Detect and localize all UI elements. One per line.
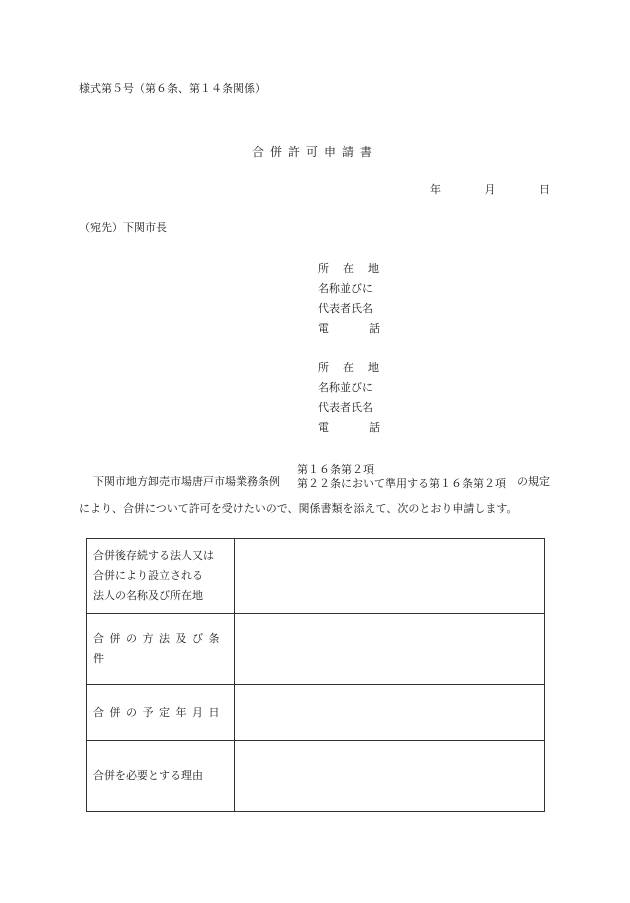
row-value-date[interactable] xyxy=(235,685,545,741)
row-label-reason: 合併を必要とする理由 xyxy=(87,741,235,812)
date-line xyxy=(408,181,550,197)
row-value-successor[interactable] xyxy=(235,539,545,614)
row-label-date: 合併の予定年月日 xyxy=(87,685,235,741)
row-label-line: 法人の名称及び所在地 xyxy=(93,589,203,602)
row-value-reason[interactable] xyxy=(235,741,545,812)
row-label-line: 合併により設立される xyxy=(93,569,203,582)
table-row xyxy=(87,539,545,614)
body-ordinance: 下関市地方卸売市場唐戸市場業務条例 xyxy=(93,475,280,488)
applicant-1-representative-label: 代表者氏名 xyxy=(318,302,373,315)
body-tail: の規定 xyxy=(517,475,550,488)
table-row xyxy=(87,685,545,741)
table-row xyxy=(87,741,545,812)
row-label-successor xyxy=(87,539,235,614)
date-month: 月 xyxy=(484,183,496,196)
body-clause-lower: 第２２条において準用する第１６条第２項 xyxy=(297,477,506,490)
addressee: （宛先）下関市長 xyxy=(79,221,167,234)
applicant-2-name-label: 名称並びに xyxy=(318,381,373,394)
table-row xyxy=(87,614,545,685)
body-clause-upper: 第１６条第２項 xyxy=(297,463,374,476)
row-value-method[interactable] xyxy=(235,614,545,685)
row-label-line: 合併後存続する法人又は xyxy=(93,549,214,562)
applicant-block-2 xyxy=(318,358,420,438)
applicant-1-name-label: 名称並びに xyxy=(318,282,373,295)
date-day: 日 xyxy=(539,183,550,196)
body-line-2: により、合併について許可を受けたいので、関係書類を添えて、次のとおり申請します。 xyxy=(79,502,518,515)
body-clause-stack xyxy=(297,463,506,491)
application-table xyxy=(86,538,545,812)
date-year: 年 xyxy=(430,183,441,196)
applicant-1-address-label: 所在地 xyxy=(318,262,393,275)
applicant-2-representative-label: 代表者氏名 xyxy=(318,401,373,414)
applicant-block-1 xyxy=(318,259,420,339)
form-number: 様式第５号（第６条、第１４条関係） xyxy=(79,82,266,95)
applicant-1-phone-label: 電話 xyxy=(318,322,420,335)
page-title: 合併許可申請書 xyxy=(251,145,378,159)
row-label-method: 合併の方法及び条件 xyxy=(87,614,235,685)
applicant-2-phone-label: 電話 xyxy=(318,421,420,434)
applicant-2-address-label: 所在地 xyxy=(318,361,393,374)
